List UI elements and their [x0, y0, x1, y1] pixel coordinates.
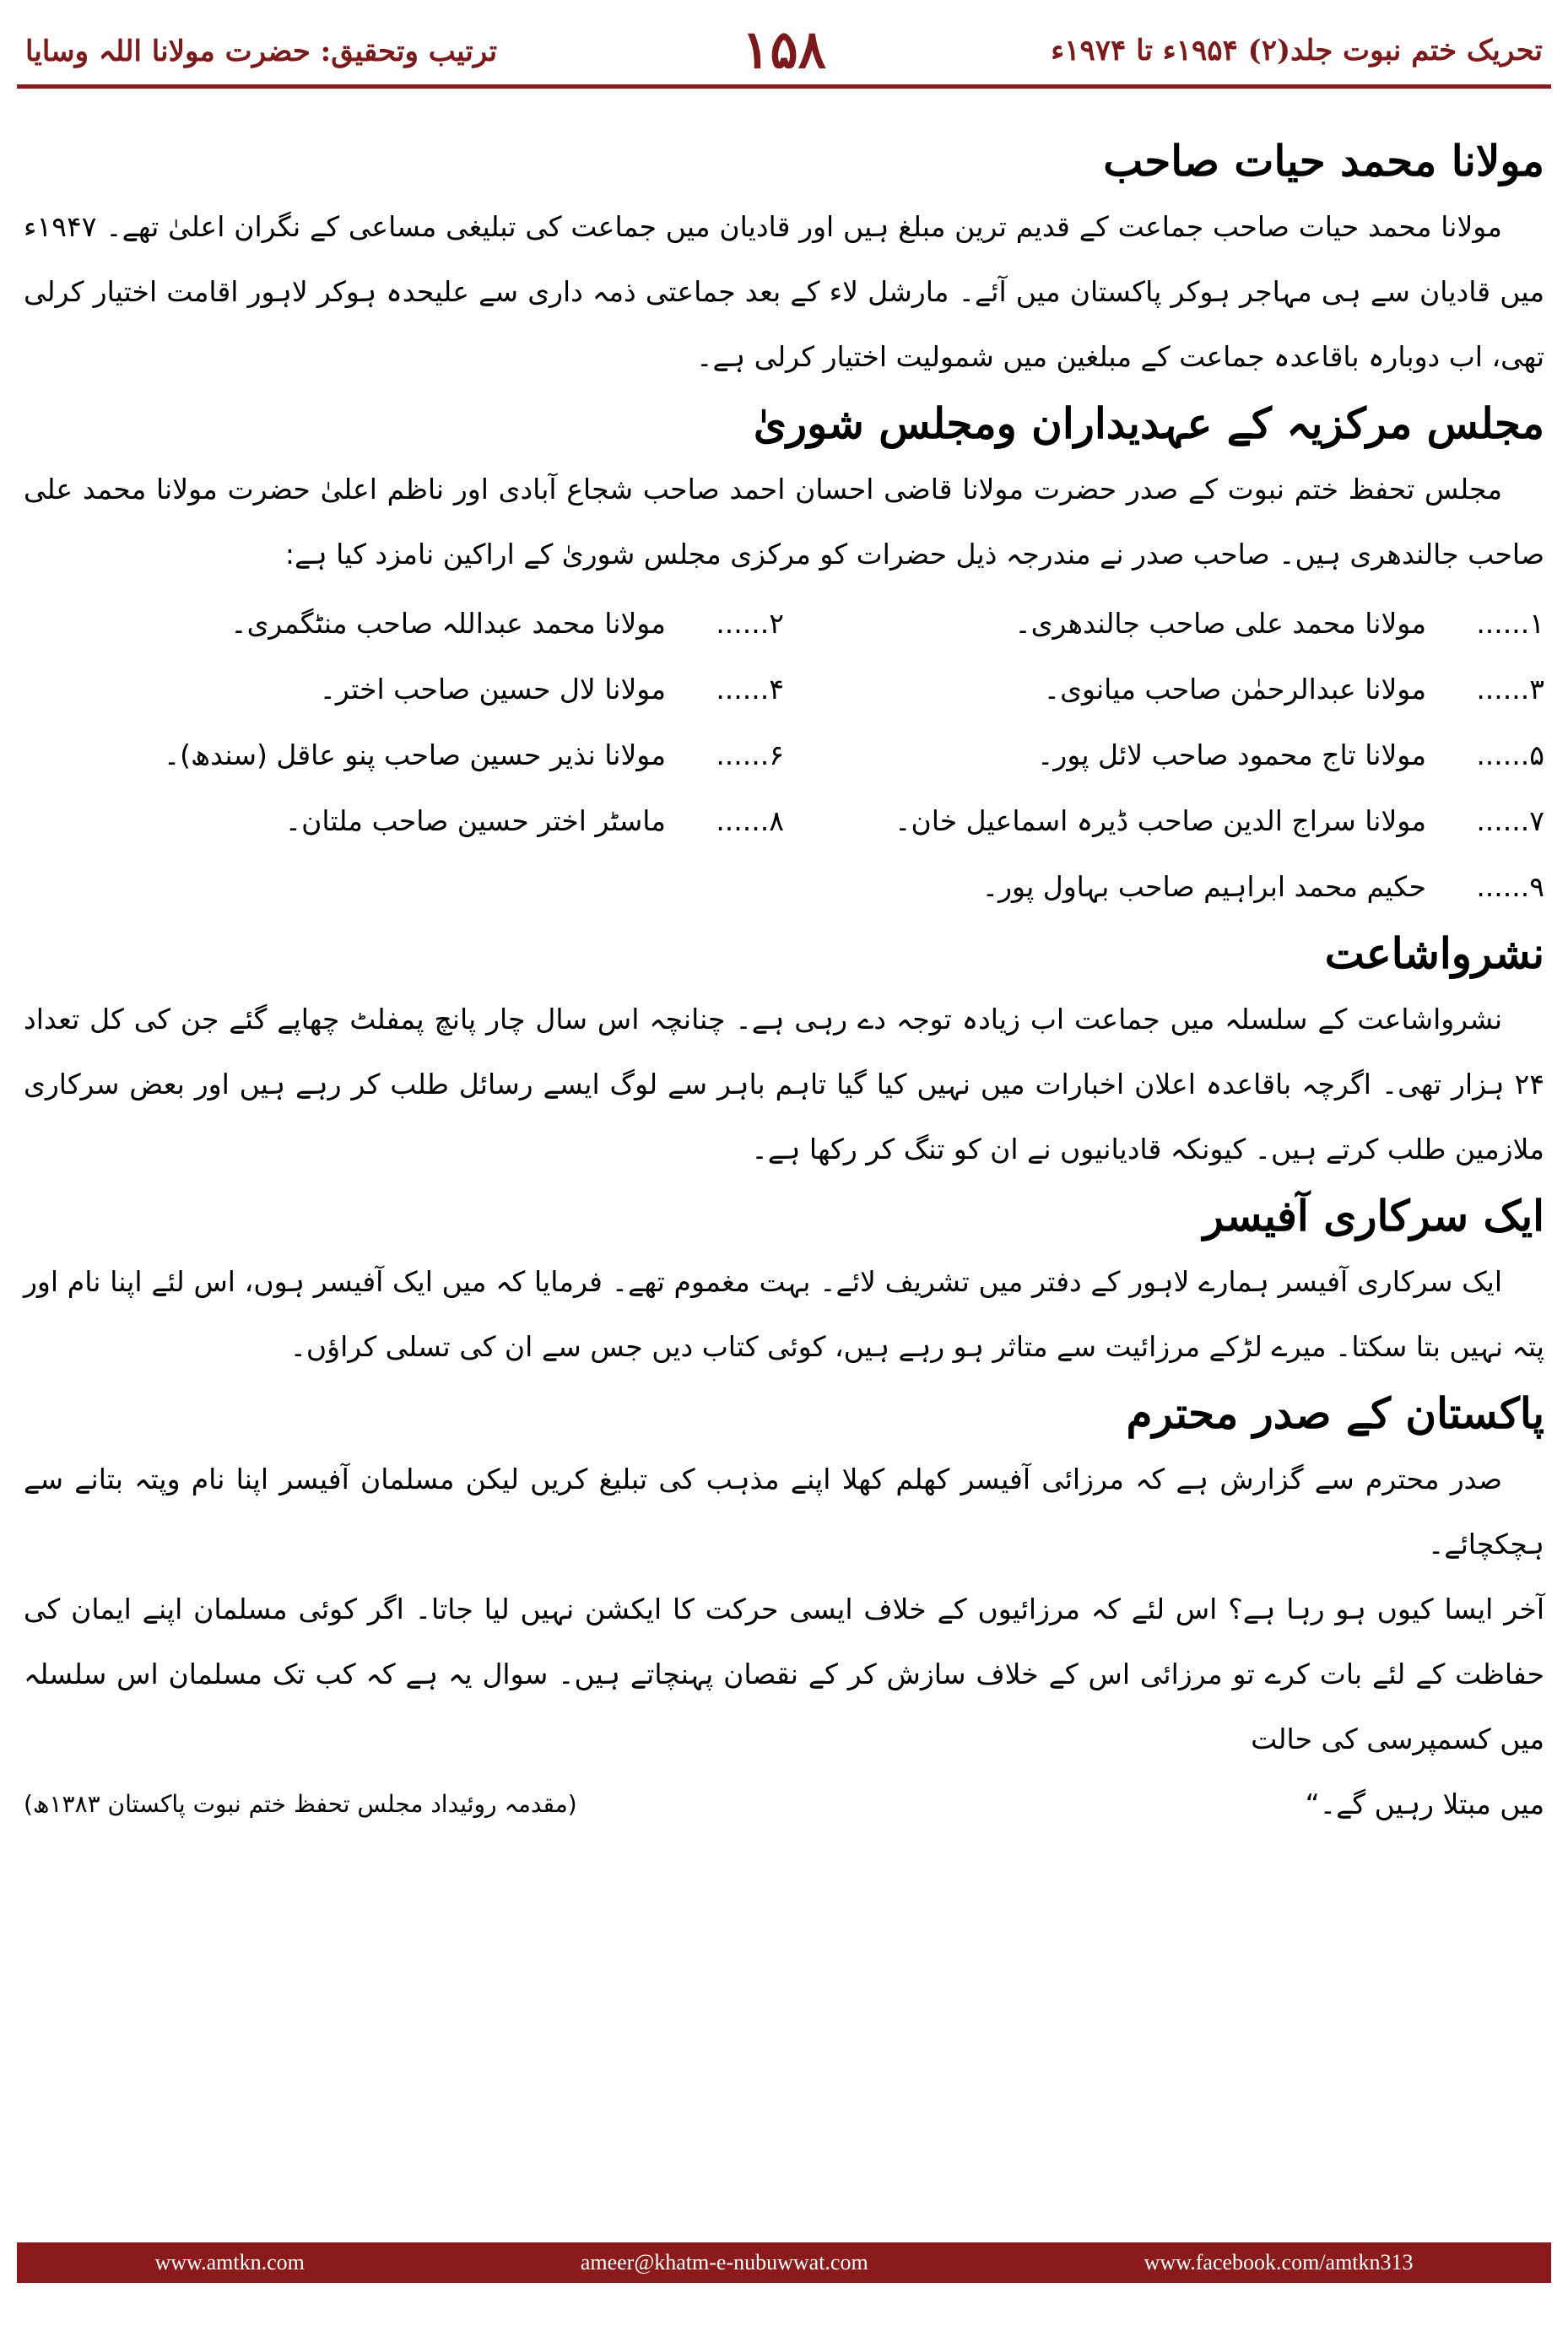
item-name: حکیم محمد ابراہیم صاحب بہاول پور۔	[981, 869, 1426, 903]
section-paragraph: مجلس تحفظ ختم نبوت کے صدر حضرت مولانا قاضی احسان احمد صاحب شجاع آبادی اور ناظم اعلیٰ حضرت مولانا محمد علی صاحب جالندھری ہیں۔ صاحب صدر نے مندرجہ ذیل حضرات کو مرکزی مجلس شوریٰ کے اراکین نامزد کیا ہے:	[24, 473, 1544, 571]
email-link[interactable]: ameer@khatm-e-nubuwwat.com	[580, 2250, 868, 2274]
shura-members-list	[24, 590, 1544, 919]
item-number: ۱......	[1476, 606, 1544, 640]
section-paragraph: نشرواشاعت کے سلسلہ میں جماعت اب زیادہ توجہ دے رہی ہے۔ چنانچہ اس سال چار پانچ پمفلٹ چھاپے گئے جن کی کل تعداد ۲۴ ہزار تھی۔ اگرچہ باقاعدہ اعلان اخبارات میں نہیں کیا گیا تاہم باہر سے لوگ ایسے رسائل طلب کر رہے ہیں اور بعض سرکاری ملازمین طلب کرتے ہیں۔ کیونکہ قادیانیوں نے ان کو تنگ کر رکھا ہے۔	[24, 1003, 1544, 1166]
facebook-link[interactable]: www.facebook.com/amtkn313	[1144, 2250, 1414, 2274]
page-header	[0, 0, 1568, 93]
item-name: مولانا تاج محمود صاحب لائل پور۔	[1037, 738, 1426, 771]
list-item	[24, 673, 784, 706]
item-name: مولانا عبدالرحمٰن صاحب میانوی۔	[1043, 672, 1426, 706]
section-title: پاکستان کے صدر محترم	[1126, 1388, 1544, 1438]
list-row	[24, 853, 1544, 919]
item-name: مولانا لال حسین صاحب اختر۔	[319, 672, 666, 706]
list-row	[24, 787, 1544, 853]
list-item	[784, 607, 1544, 640]
item-number: ۳......	[1476, 672, 1544, 706]
item-number: ۵......	[1476, 738, 1544, 771]
list-item	[24, 804, 784, 837]
item-name: مولانا نذیر حسین صاحب پنو عاقل (سندھ)۔	[163, 738, 666, 771]
citation: (مقدمہ روئیداد مجلس تحفظ ختم نبوت پاکستان ۱۳۸۳ھ)	[24, 1790, 577, 1818]
book-title: تحریک ختم نبوت جلد(۲) ۱۹۵۴ء تا ۱۹۷۴ء	[1051, 34, 1543, 68]
section-paragraph: صدر محترم سے گزارش ہے کہ مرزائی آفیسر کھلم کھلا اپنے مذہب کی تبلیغ کریں لیکن مسلمان آفیسر اپنا نام وپتہ بتانے سے ہچکچائے۔	[24, 1463, 1544, 1560]
item-name: مولانا محمد عبداللہ صاحب منٹگمری۔	[230, 606, 666, 640]
item-name: مولانا سراج الدین صاحب ڈیرہ اسماعیل خان۔	[895, 803, 1426, 837]
section-title: مجلس مرکزیہ کے عہدیداران ومجلس شوریٰ	[753, 398, 1544, 448]
section-paragraph: ایک سرکاری آفیسر ہمارے لاہور کے دفتر میں تشریف لائے۔ بہت مغموم تھے۔ فرمایا کہ میں ایک آفیسر ہوں، اس لئے اپنا نام اور پتہ نہیں بتا سکتا۔ میرے لڑکے مرزائیت سے متاثر ہو رہے ہیں، کوئی کتاب دیں جس سے ان کی تسلی کراؤں۔	[24, 1265, 1544, 1363]
item-name: مولانا محمد علی صاحب جالندھری۔	[1014, 606, 1426, 640]
item-number: ۷......	[1476, 803, 1544, 837]
section-title: نشرواشاعت	[1324, 928, 1544, 978]
list-item	[784, 673, 1544, 706]
section-title: ایک سرکاری آفیسر	[1203, 1191, 1544, 1241]
list-row	[24, 590, 1544, 656]
item-number: ۲......	[716, 606, 784, 640]
list-item	[784, 804, 1544, 837]
item-number: ۹......	[1476, 869, 1544, 903]
header-divider	[17, 84, 1551, 89]
closing-line	[24, 1771, 1544, 1836]
list-item	[24, 738, 784, 771]
list-item	[784, 738, 1544, 771]
compiler-credit: ترتیب وتحقیق: حضرت مولانا اللہ وسایا	[25, 35, 498, 68]
section-paragraph: مولانا محمد حیات صاحب جماعت کے قدیم ترین مبلغ ہیں اور قادیان میں جماعت کی تبلیغی مساعی کے نگران اعلیٰ تھے۔ ۱۹۴۷ء میں قادیان سے ہی مہاجر ہوکر پاکستان میں آئے۔ مارشل لاء کے بعد جماعتی ذمہ داری سے علیحدہ ہوکر لاہور اقامت اختیار کرلی تھی، اب دوبارہ باقاعدہ جماعت کے مبلغین میں شمولیت اختیار کرلی ہے۔	[24, 210, 1544, 373]
page-body	[24, 127, 1544, 2215]
website-link[interactable]: www.amtkn.com	[154, 2250, 305, 2274]
item-number: ۸......	[716, 803, 784, 837]
item-name: ماسٹر اختر حسین صاحب ملتان۔	[284, 803, 666, 837]
item-number: ۴......	[716, 672, 784, 706]
section-title: مولانا محمد حیات صاحب	[1103, 136, 1544, 186]
item-number: ۶......	[716, 738, 784, 771]
list-row	[24, 722, 1544, 787]
list-item	[24, 607, 784, 640]
list-item	[784, 870, 1544, 903]
section-paragraph: آخر ایسا کیوں ہو رہا ہے؟ اس لئے کہ مرزائیوں کے خلاف ایسی حرکت کا ایکشن نہیں لیا جاتا۔ اگر کوئی مسلمان اپنے ایمان کی حفاظت کے لئے بات کرے تو مرزائی اس کے خلاف سازش کر کے نقصان پہنچاتے ہیں۔ سوال یہ ہے کہ کب تک مسلمان اس سلسلہ میں کسمپرسی کی حالت	[24, 1593, 1544, 1755]
list-row	[24, 656, 1544, 722]
page-footer	[17, 2242, 1551, 2283]
last-line: میں مبتلا رہیں گے۔“	[1305, 1788, 1544, 1820]
page-number: ۱۵۸	[742, 19, 826, 80]
